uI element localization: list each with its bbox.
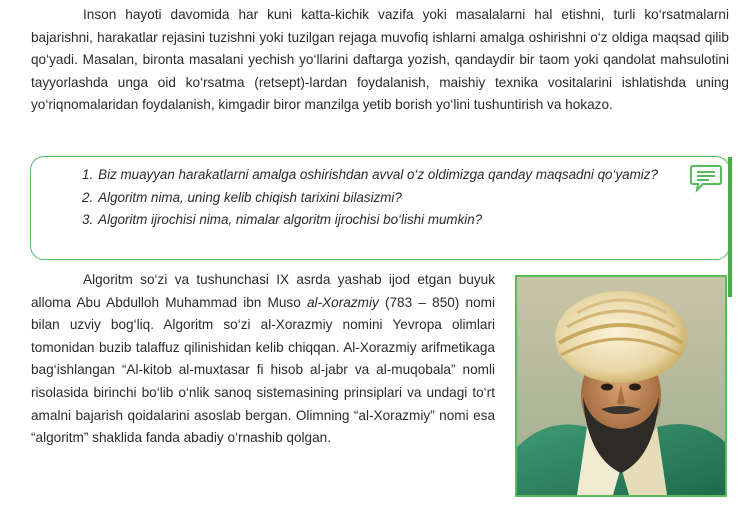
question-item: 3. Algoritm ijrochisi nima, nimalar algoritm ijrochisi bo‘lishi mumkin?	[82, 212, 483, 228]
intro-section	[31, 4, 729, 117]
question-item: 2. Algoritm nima, uning kelib chiqish tarixini bilasizmi?	[82, 189, 402, 205]
history-section	[31, 269, 495, 450]
questions-accent-bar	[728, 157, 732, 297]
scholar-name: al-Xorazmiy	[307, 294, 379, 310]
chat-bubble-icon	[689, 163, 723, 193]
intro-paragraph: Inson hayoti davomida har kuni katta-kichik vazifa yoki masalalarni hal etishni, turli ko‘rsatmalarni bajarishni, harakatlar rejasini tuzishni yoki tuzilgan rejaga muvofiq ishlarni amalga oshirishni o‘z oldiga maqsad qilib qo‘yadi. Masalan, bironta masalani yechish yo‘llarini daftarga yozish, qandaydir bir taom yoki qandolat mahsulotini tayyorlashda unga oid ko‘rsatma (retsept)-lardan foydalanish, maishiy texnika vositalarini ishlatishda uning yo‘riqnomalaridan foydalanish, kimgadir biror manzilga yetib borish yo‘lini tushuntirish va hokazo.	[31, 7, 729, 113]
al-xorazmiy-portrait	[515, 275, 727, 497]
questions-list	[82, 164, 682, 232]
questions-box	[30, 156, 730, 260]
question-item: 1. Biz muayyan harakatlarni amalga oshirishdan avval o‘z oldimizga qanday maqsadni qo‘yamiz?	[82, 167, 658, 182]
history-paragraph: Algoritm so‘zi va tushunchasi IX asrda yashab ijod etgan buyuk alloma Abu Abdulloh Muhammad ibn Muso al-Xorazmiy (783 – 850) nomi bilan uzviy bog‘liq. Algoritm so‘zi al-Xorazmiy nomini Yevropa olimlari tomonidan buzib talaffuz qilinishidan kelib chiqqan. Al-Xorazmiy arifmetikaga bag‘ishlangan “Al-kitob al-muxtasar fi hisob al-jabr va al-muqobala” nomli risolasida birinchi bo‘lib o‘nlik sanoq sistemasining prinsiplari va undagi to‘rt amalni bajarish qoidalarini asoslab bergan. Olimning “al-Xorazmiy” nomi esa “algoritm” shaklida fanda abadiy o‘rnashib qolgan.	[31, 272, 495, 446]
